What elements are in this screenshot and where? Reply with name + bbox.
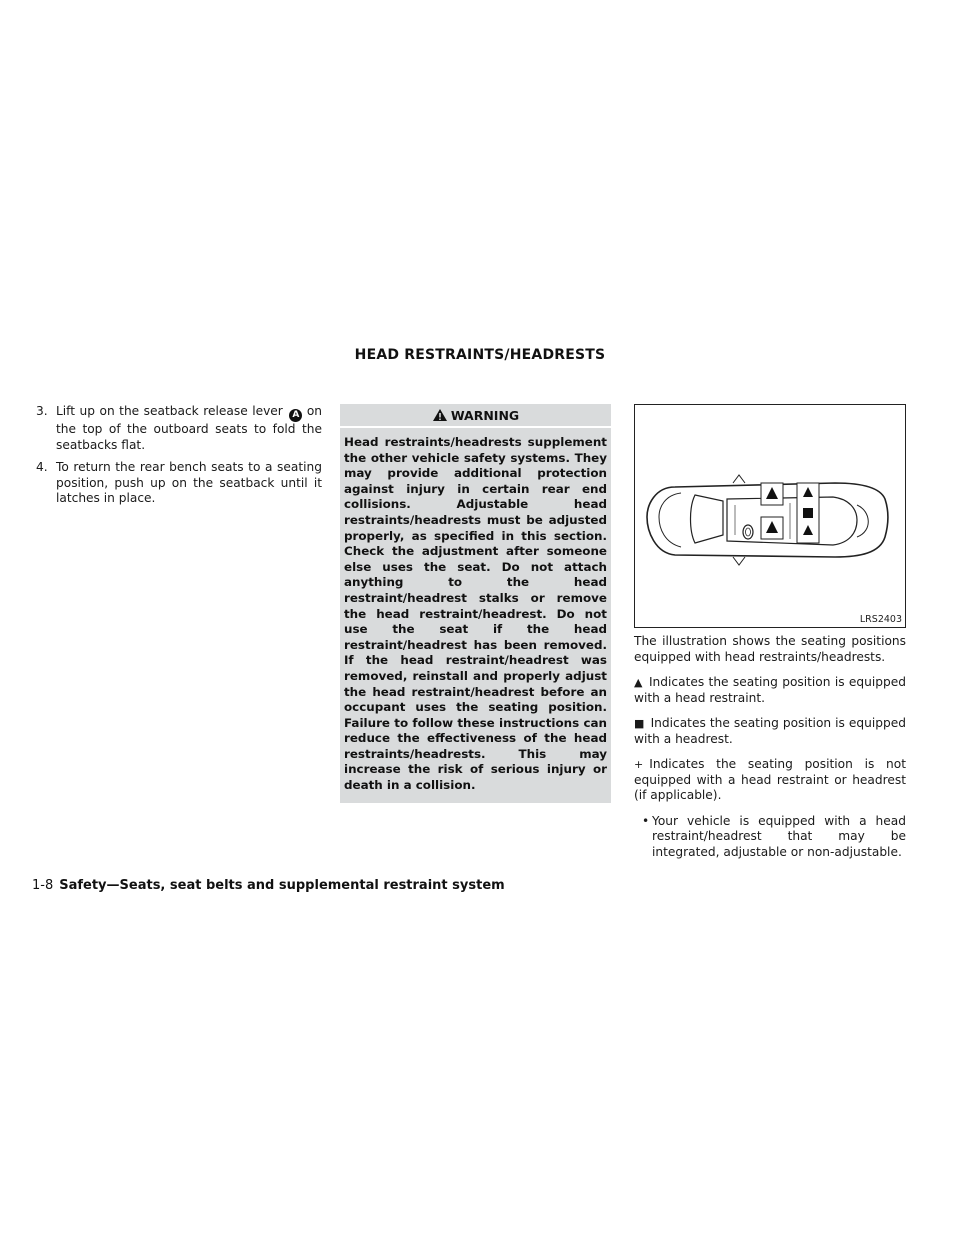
- step-text: To return the rear bench seats to a seating position, push up on the seatback until it latches in place.: [56, 460, 322, 505]
- windshield: [691, 495, 724, 543]
- left-column: [32, 404, 322, 514]
- bullet-text: Your vehicle is equipped with a head restraint/headrest that may be integrated, adjustable or non-adjustable.: [652, 813, 906, 859]
- seating-diagram: [634, 404, 906, 628]
- warning-text: Head restraints/headrests supplement the other vehicle safety systems. They may provide additional protection against injury in certain rear end collisions. Adjustable head restraints/headrests must be adjusted properly, as specified in this section. Check the adjustment after someone else uses the seat. Do not attach anything to the head restraint/headrest stalks or remove the head restraint/headrest. Do not use the seat if the head restraint/headrest has been removed. If the head restraint/headrest was removed, reinstall and properly adjust the head restraint/headrest before an occupant uses the seating position. Failure to follow these instructions can reduce the effectiveness of the head restraints/headrests. This may increase the risk of serious injury or death in a collision.: [344, 435, 607, 793]
- section-title: HEAD RESTRAINTS/HEADRESTS: [354, 347, 606, 363]
- figure-caption: The illustration shows the seating positions equipped with head restraints/headrests.: [634, 634, 906, 664]
- right-column: [634, 404, 906, 860]
- page-footer: [32, 878, 505, 893]
- square-icon: ■: [634, 717, 645, 730]
- callout-a-icon: A: [289, 409, 302, 422]
- step-text: Lift up on the seatback release lever: [56, 404, 283, 418]
- step-number: 4.: [36, 460, 48, 474]
- page-number: 1-8: [32, 878, 54, 893]
- warning-header: [340, 404, 611, 428]
- plus-icon: +: [634, 758, 644, 771]
- triangle-icon: ▲: [634, 676, 643, 689]
- legend-text: Indicates the seating position is equipped with a headrest.: [634, 716, 906, 746]
- step-3: [32, 404, 322, 453]
- step-4: [32, 460, 322, 507]
- bullet-item: [634, 814, 906, 861]
- warning-triangle-icon: [432, 408, 448, 422]
- bullet-list: [634, 814, 906, 861]
- figure-code: LRS2403: [859, 614, 902, 625]
- step-number: 3.: [36, 404, 48, 418]
- legend-text: Indicates the seating position is not equipped with a head restraint or headrest (if applicable).: [634, 757, 906, 802]
- vehicle-top-view-illustration: [635, 405, 905, 627]
- bullet-icon: •: [642, 813, 650, 828]
- legend-triangle: [634, 675, 906, 706]
- steering-wheel-icon: [743, 525, 753, 539]
- roof-outline: [727, 497, 857, 545]
- legend-plus: [634, 757, 906, 804]
- legend-square: [634, 716, 906, 747]
- legend-text: Indicates the seating position is equipped with a head restraint.: [634, 675, 906, 705]
- step-text-continued: on the top of the outboard seats to fold the seatbacks flat.: [56, 404, 323, 452]
- warning-box: [340, 404, 611, 803]
- headrest-marker-icon: [803, 508, 813, 518]
- steps-list: [32, 404, 322, 507]
- chapter-title: Safety—Seats, seat belts and supplemental restraint system: [59, 878, 505, 893]
- warning-title: WARNING: [450, 407, 520, 423]
